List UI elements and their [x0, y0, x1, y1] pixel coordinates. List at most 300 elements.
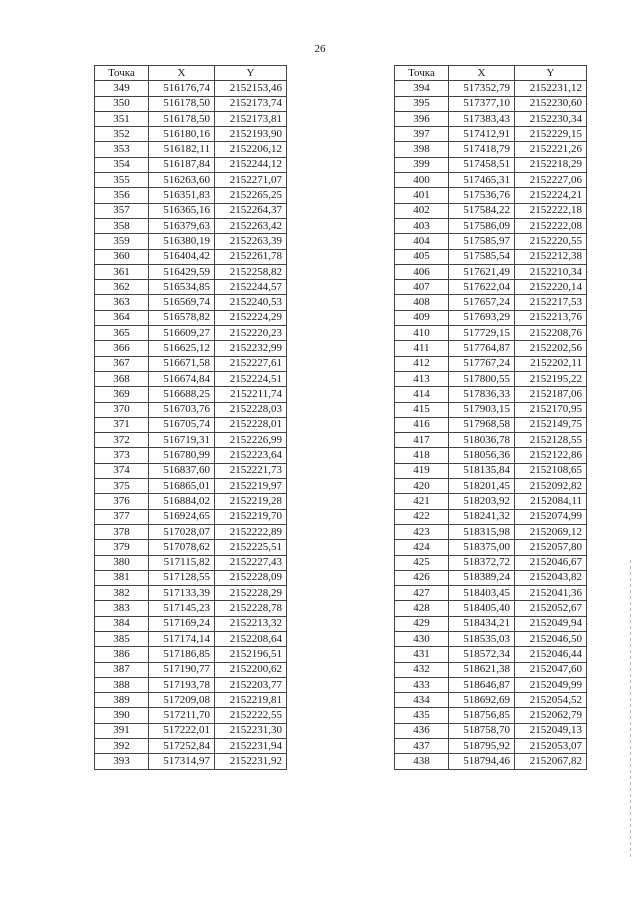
x-coordinate-cell: 517458,51 [449, 157, 515, 172]
point-number-cell: 403 [395, 218, 449, 233]
y-coordinate-cell: 2152231,92 [215, 754, 287, 769]
table-row [95, 173, 287, 188]
point-number-cell: 382 [95, 586, 149, 601]
x-coordinate-cell: 517412,91 [449, 127, 515, 142]
point-number-cell: 419 [395, 463, 449, 478]
y-coordinate-cell: 2152227,06 [515, 173, 587, 188]
y-coordinate-cell: 2152228,03 [215, 402, 287, 417]
point-number-cell: 412 [395, 356, 449, 371]
point-number-cell: 374 [95, 463, 149, 478]
y-coordinate-cell: 2152227,43 [215, 555, 287, 570]
x-coordinate-cell: 518241,32 [449, 509, 515, 524]
point-number-cell: 396 [395, 111, 449, 126]
table-row [395, 631, 587, 646]
x-coordinate-cell: 517418,79 [449, 142, 515, 157]
x-coordinate-cell: 518389,24 [449, 570, 515, 585]
x-coordinate-cell: 516705,74 [149, 417, 215, 432]
y-coordinate-cell: 2152231,30 [215, 723, 287, 738]
header-point: Точка [395, 66, 449, 81]
table-row [95, 463, 287, 478]
table-row [395, 417, 587, 432]
x-coordinate-cell: 516625,12 [149, 341, 215, 356]
table-row [395, 280, 587, 295]
y-coordinate-cell: 2152213,32 [215, 616, 287, 631]
x-coordinate-cell: 518572,34 [449, 647, 515, 662]
point-number-cell: 366 [95, 341, 149, 356]
y-coordinate-cell: 2152219,81 [215, 693, 287, 708]
table-row [395, 509, 587, 524]
point-number-cell: 421 [395, 494, 449, 509]
x-coordinate-cell: 517377,10 [449, 96, 515, 111]
table-row [395, 739, 587, 754]
table-row [395, 249, 587, 264]
y-coordinate-cell: 2152219,28 [215, 494, 287, 509]
x-coordinate-cell: 517145,23 [149, 601, 215, 616]
x-coordinate-cell: 516178,50 [149, 111, 215, 126]
table-row [395, 96, 587, 111]
x-coordinate-cell: 516263,60 [149, 173, 215, 188]
point-number-cell: 372 [95, 433, 149, 448]
point-number-cell: 420 [395, 479, 449, 494]
point-number-cell: 411 [395, 341, 449, 356]
point-number-cell: 424 [395, 540, 449, 555]
table-row [95, 631, 287, 646]
table-row [95, 310, 287, 325]
point-number-cell: 383 [95, 601, 149, 616]
x-coordinate-cell: 517078,62 [149, 540, 215, 555]
y-coordinate-cell: 2152067,82 [515, 754, 587, 769]
x-coordinate-cell: 518535,03 [449, 631, 515, 646]
point-number-cell: 430 [395, 631, 449, 646]
y-coordinate-cell: 2152231,12 [515, 81, 587, 96]
point-number-cell: 436 [395, 723, 449, 738]
y-coordinate-cell: 2152187,06 [515, 387, 587, 402]
point-number-cell: 438 [395, 754, 449, 769]
y-coordinate-cell: 2152220,55 [515, 234, 587, 249]
y-coordinate-cell: 2152265,25 [215, 188, 287, 203]
table-row [395, 570, 587, 585]
table-row [395, 555, 587, 570]
y-coordinate-cell: 2152218,29 [515, 157, 587, 172]
point-number-cell: 369 [95, 387, 149, 402]
table-row [395, 371, 587, 386]
y-coordinate-cell: 2152052,67 [515, 601, 587, 616]
y-coordinate-cell: 2152200,62 [215, 662, 287, 677]
y-coordinate-cell: 2152153,46 [215, 81, 287, 96]
y-coordinate-cell: 2152196,51 [215, 647, 287, 662]
x-coordinate-cell: 517128,55 [149, 570, 215, 585]
x-coordinate-cell: 518795,92 [449, 739, 515, 754]
x-coordinate-cell: 516178,50 [149, 96, 215, 111]
y-coordinate-cell: 2152173,81 [215, 111, 287, 126]
point-number-cell: 379 [95, 540, 149, 555]
y-coordinate-cell: 2152240,53 [215, 295, 287, 310]
point-number-cell: 401 [395, 188, 449, 203]
y-coordinate-cell: 2152202,56 [515, 341, 587, 356]
x-coordinate-cell: 516780,99 [149, 448, 215, 463]
x-coordinate-cell: 518201,45 [449, 479, 515, 494]
point-number-cell: 370 [95, 402, 149, 417]
table-row [395, 708, 587, 723]
point-number-cell: 405 [395, 249, 449, 264]
table-row [95, 555, 287, 570]
point-number-cell: 428 [395, 601, 449, 616]
y-coordinate-cell: 2152222,18 [515, 203, 587, 218]
point-number-cell: 365 [95, 326, 149, 341]
table-row [95, 586, 287, 601]
table-row [95, 387, 287, 402]
table-row [95, 494, 287, 509]
x-coordinate-cell: 518646,87 [449, 677, 515, 692]
y-coordinate-cell: 2152122,86 [515, 448, 587, 463]
y-coordinate-cell: 2152212,38 [515, 249, 587, 264]
y-coordinate-cell: 2152258,82 [215, 264, 287, 279]
y-coordinate-cell: 2152225,51 [215, 540, 287, 555]
y-coordinate-cell: 2152222,89 [215, 524, 287, 539]
table-row [95, 111, 287, 126]
x-coordinate-cell: 516429,59 [149, 264, 215, 279]
y-coordinate-cell: 2152054,52 [515, 693, 587, 708]
y-coordinate-cell: 2152228,09 [215, 570, 287, 585]
table-row [395, 81, 587, 96]
x-coordinate-cell: 517585,97 [449, 234, 515, 249]
coordinates-table-right [394, 65, 587, 770]
y-coordinate-cell: 2152206,12 [215, 142, 287, 157]
point-number-cell: 362 [95, 280, 149, 295]
table-row [395, 540, 587, 555]
x-coordinate-cell: 517028,07 [149, 524, 215, 539]
table-row [95, 127, 287, 142]
x-coordinate-cell: 517174,14 [149, 631, 215, 646]
table-row [95, 708, 287, 723]
table-row [395, 326, 587, 341]
x-coordinate-cell: 516924,65 [149, 509, 215, 524]
point-number-cell: 406 [395, 264, 449, 279]
table-row [395, 127, 587, 142]
point-number-cell: 418 [395, 448, 449, 463]
x-coordinate-cell: 517836,33 [449, 387, 515, 402]
page-number: 26 [314, 43, 326, 55]
y-coordinate-cell: 2152208,76 [515, 326, 587, 341]
table-row [95, 96, 287, 111]
point-number-cell: 422 [395, 509, 449, 524]
table-row [95, 677, 287, 692]
table-row [395, 647, 587, 662]
y-coordinate-cell: 2152195,22 [515, 371, 587, 386]
point-number-cell: 356 [95, 188, 149, 203]
point-number-cell: 407 [395, 280, 449, 295]
header-x: X [449, 66, 515, 81]
point-number-cell: 355 [95, 173, 149, 188]
y-coordinate-cell: 2152230,60 [515, 96, 587, 111]
y-coordinate-cell: 2152049,13 [515, 723, 587, 738]
x-coordinate-cell: 517115,82 [149, 555, 215, 570]
y-coordinate-cell: 2152224,21 [515, 188, 587, 203]
x-coordinate-cell: 517693,29 [449, 310, 515, 325]
point-number-cell: 387 [95, 662, 149, 677]
y-coordinate-cell: 2152062,79 [515, 708, 587, 723]
point-number-cell: 350 [95, 96, 149, 111]
point-number-cell: 413 [395, 371, 449, 386]
x-coordinate-cell: 517767,24 [449, 356, 515, 371]
x-coordinate-cell: 516703,76 [149, 402, 215, 417]
point-number-cell: 433 [395, 677, 449, 692]
y-coordinate-cell: 2152228,29 [215, 586, 287, 601]
point-number-cell: 378 [95, 524, 149, 539]
table-row [395, 586, 587, 601]
table-row [95, 203, 287, 218]
y-coordinate-cell: 2152208,64 [215, 631, 287, 646]
point-number-cell: 427 [395, 586, 449, 601]
table-row [95, 371, 287, 386]
table-row [395, 479, 587, 494]
x-coordinate-cell: 517186,85 [149, 647, 215, 662]
point-number-cell: 390 [95, 708, 149, 723]
y-coordinate-cell: 2152221,73 [215, 463, 287, 478]
point-number-cell: 392 [95, 739, 149, 754]
table-row [395, 218, 587, 233]
point-number-cell: 431 [395, 647, 449, 662]
table-row [95, 524, 287, 539]
table-row [395, 433, 587, 448]
x-coordinate-cell: 516180,16 [149, 127, 215, 142]
y-coordinate-cell: 2152211,74 [215, 387, 287, 402]
point-number-cell: 377 [95, 509, 149, 524]
table-row [95, 188, 287, 203]
table-header-row [395, 66, 587, 81]
y-coordinate-cell: 2152222,08 [515, 218, 587, 233]
x-coordinate-cell: 517586,09 [449, 218, 515, 233]
x-coordinate-cell: 516865,01 [149, 479, 215, 494]
y-coordinate-cell: 2152049,99 [515, 677, 587, 692]
table-row [95, 417, 287, 432]
x-coordinate-cell: 518135,84 [449, 463, 515, 478]
y-coordinate-cell: 2152219,97 [215, 479, 287, 494]
table-row [95, 218, 287, 233]
table-row [95, 540, 287, 555]
point-number-cell: 391 [95, 723, 149, 738]
y-coordinate-cell: 2152227,61 [215, 356, 287, 371]
y-coordinate-cell: 2152271,07 [215, 173, 287, 188]
y-coordinate-cell: 2152092,82 [515, 479, 587, 494]
x-coordinate-cell: 518756,85 [449, 708, 515, 723]
x-coordinate-cell: 517465,31 [449, 173, 515, 188]
table-row [395, 173, 587, 188]
x-coordinate-cell: 517622,04 [449, 280, 515, 295]
y-coordinate-cell: 2152202,11 [515, 356, 587, 371]
point-number-cell: 354 [95, 157, 149, 172]
point-number-cell: 397 [395, 127, 449, 142]
y-coordinate-cell: 2152220,14 [515, 280, 587, 295]
table-row [95, 81, 287, 96]
x-coordinate-cell: 516351,83 [149, 188, 215, 203]
y-coordinate-cell: 2152244,12 [215, 157, 287, 172]
header-x: X [149, 66, 215, 81]
y-coordinate-cell: 2152213,76 [515, 310, 587, 325]
point-number-cell: 426 [395, 570, 449, 585]
table-row [95, 280, 287, 295]
y-coordinate-cell: 2152047,60 [515, 662, 587, 677]
x-coordinate-cell: 516176,74 [149, 81, 215, 96]
point-number-cell: 394 [395, 81, 449, 96]
x-coordinate-cell: 517536,76 [449, 188, 515, 203]
point-number-cell: 353 [95, 142, 149, 157]
x-coordinate-cell: 517903,15 [449, 402, 515, 417]
y-coordinate-cell: 2152229,15 [515, 127, 587, 142]
x-coordinate-cell: 518315,98 [449, 524, 515, 539]
x-coordinate-cell: 518372,72 [449, 555, 515, 570]
x-coordinate-cell: 517585,54 [449, 249, 515, 264]
y-coordinate-cell: 2152173,74 [215, 96, 287, 111]
table-row [95, 433, 287, 448]
point-number-cell: 416 [395, 417, 449, 432]
table-row [395, 494, 587, 509]
point-number-cell: 423 [395, 524, 449, 539]
point-number-cell: 352 [95, 127, 149, 142]
y-coordinate-cell: 2152228,78 [215, 601, 287, 616]
point-number-cell: 398 [395, 142, 449, 157]
point-number-cell: 380 [95, 555, 149, 570]
y-coordinate-cell: 2152049,94 [515, 616, 587, 631]
y-coordinate-cell: 2152226,99 [215, 433, 287, 448]
table-row [95, 448, 287, 463]
x-coordinate-cell: 517764,87 [449, 341, 515, 356]
table-row [395, 264, 587, 279]
point-number-cell: 409 [395, 310, 449, 325]
x-coordinate-cell: 518405,40 [449, 601, 515, 616]
table-row [395, 601, 587, 616]
point-number-cell: 361 [95, 264, 149, 279]
point-number-cell: 410 [395, 326, 449, 341]
x-coordinate-cell: 518375,00 [449, 540, 515, 555]
y-coordinate-cell: 2152046,67 [515, 555, 587, 570]
point-number-cell: 384 [95, 616, 149, 631]
y-coordinate-cell: 2152043,82 [515, 570, 587, 585]
x-coordinate-cell: 517193,78 [149, 677, 215, 692]
y-coordinate-cell: 2152128,55 [515, 433, 587, 448]
x-coordinate-cell: 517621,49 [449, 264, 515, 279]
x-coordinate-cell: 518794,46 [449, 754, 515, 769]
y-coordinate-cell: 2152108,65 [515, 463, 587, 478]
table-row [95, 570, 287, 585]
point-number-cell: 429 [395, 616, 449, 631]
point-number-cell: 359 [95, 234, 149, 249]
x-coordinate-cell: 518203,92 [449, 494, 515, 509]
table-row [95, 157, 287, 172]
point-number-cell: 415 [395, 402, 449, 417]
point-number-cell: 386 [95, 647, 149, 662]
x-coordinate-cell: 516187,84 [149, 157, 215, 172]
x-coordinate-cell: 516380,19 [149, 234, 215, 249]
x-coordinate-cell: 516578,82 [149, 310, 215, 325]
table-row [95, 509, 287, 524]
table-row [395, 463, 587, 478]
x-coordinate-cell: 517211,70 [149, 708, 215, 723]
x-coordinate-cell: 516688,25 [149, 387, 215, 402]
x-coordinate-cell: 517314,97 [149, 754, 215, 769]
point-number-cell: 381 [95, 570, 149, 585]
y-coordinate-cell: 2152041,36 [515, 586, 587, 601]
x-coordinate-cell: 517222,01 [149, 723, 215, 738]
point-number-cell: 400 [395, 173, 449, 188]
x-coordinate-cell: 516837,60 [149, 463, 215, 478]
y-coordinate-cell: 2152263,39 [215, 234, 287, 249]
y-coordinate-cell: 2152046,44 [515, 647, 587, 662]
header-y: Y [215, 66, 287, 81]
x-coordinate-cell: 518758,70 [449, 723, 515, 738]
y-coordinate-cell: 2152053,07 [515, 739, 587, 754]
table-row [395, 188, 587, 203]
x-coordinate-cell: 517584,22 [449, 203, 515, 218]
y-coordinate-cell: 2152230,34 [515, 111, 587, 126]
table-row [395, 662, 587, 677]
header-y: Y [515, 66, 587, 81]
table-row [95, 479, 287, 494]
y-coordinate-cell: 2152074,99 [515, 509, 587, 524]
point-number-cell: 373 [95, 448, 149, 463]
x-coordinate-cell: 517800,55 [449, 371, 515, 386]
point-number-cell: 357 [95, 203, 149, 218]
x-coordinate-cell: 516674,84 [149, 371, 215, 386]
x-coordinate-cell: 517133,39 [149, 586, 215, 601]
point-number-cell: 389 [95, 693, 149, 708]
point-number-cell: 349 [95, 81, 149, 96]
table-row [95, 616, 287, 631]
x-coordinate-cell: 517383,43 [449, 111, 515, 126]
table-header-row [95, 66, 287, 81]
x-coordinate-cell: 517209,08 [149, 693, 215, 708]
table-row [95, 341, 287, 356]
x-coordinate-cell: 517352,79 [449, 81, 515, 96]
table-row [95, 249, 287, 264]
point-number-cell: 395 [395, 96, 449, 111]
y-coordinate-cell: 2152203,77 [215, 677, 287, 692]
y-coordinate-cell: 2152210,34 [515, 264, 587, 279]
x-coordinate-cell: 517252,84 [149, 739, 215, 754]
point-number-cell: 371 [95, 417, 149, 432]
point-number-cell: 360 [95, 249, 149, 264]
x-coordinate-cell: 518621,38 [449, 662, 515, 677]
x-coordinate-cell: 517169,24 [149, 616, 215, 631]
table-row [395, 203, 587, 218]
table-row [95, 601, 287, 616]
y-coordinate-cell: 2152084,11 [515, 494, 587, 509]
table-row [95, 647, 287, 662]
point-number-cell: 363 [95, 295, 149, 310]
point-number-cell: 376 [95, 494, 149, 509]
y-coordinate-cell: 2152223,64 [215, 448, 287, 463]
table-row [395, 111, 587, 126]
table-row [395, 356, 587, 371]
table-row [395, 723, 587, 738]
table-row [395, 693, 587, 708]
table-row [95, 326, 287, 341]
y-coordinate-cell: 2152069,12 [515, 524, 587, 539]
y-coordinate-cell: 2152046,50 [515, 631, 587, 646]
x-coordinate-cell: 517729,15 [449, 326, 515, 341]
y-coordinate-cell: 2152217,53 [515, 295, 587, 310]
table-row [395, 616, 587, 631]
table-row [95, 356, 287, 371]
point-number-cell: 432 [395, 662, 449, 677]
y-coordinate-cell: 2152193,90 [215, 127, 287, 142]
point-number-cell: 435 [395, 708, 449, 723]
y-coordinate-cell: 2152149,75 [515, 417, 587, 432]
point-number-cell: 375 [95, 479, 149, 494]
y-coordinate-cell: 2152244,57 [215, 280, 287, 295]
x-coordinate-cell: 516569,74 [149, 295, 215, 310]
y-coordinate-cell: 2152170,95 [515, 402, 587, 417]
